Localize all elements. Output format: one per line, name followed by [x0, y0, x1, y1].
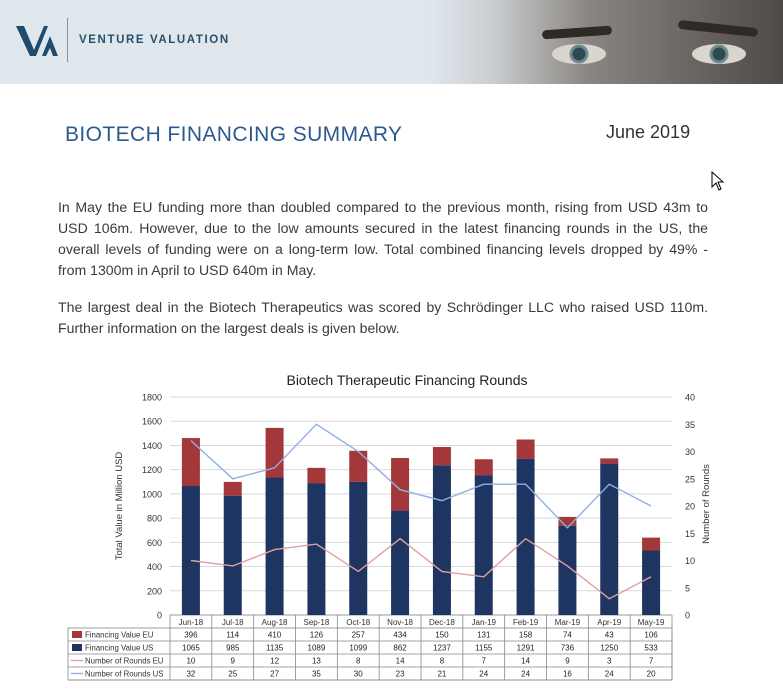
- x-tick-label: Sep-18: [303, 618, 330, 627]
- bar-us: [266, 478, 284, 615]
- data-label: 14: [395, 656, 405, 666]
- x-tick-label: Mar-19: [554, 618, 581, 627]
- data-label: 30: [353, 669, 363, 679]
- data-label: 1089: [307, 643, 326, 653]
- data-label: 43: [604, 630, 614, 640]
- chart-title: Biotech Therapeutic Financing Rounds: [286, 372, 528, 388]
- y2-axis-label: Number of Rounds: [701, 464, 712, 544]
- y-tick-label: 1000: [141, 489, 162, 500]
- bar-eu: [475, 459, 493, 475]
- x-tick-label: Nov-18: [387, 618, 413, 627]
- y-axis-label: Total Value in Million USD: [114, 451, 125, 561]
- data-label: 1099: [349, 643, 368, 653]
- y-tick-label: 800: [146, 513, 162, 524]
- bar-us: [433, 465, 451, 615]
- y-tick-label: 1200: [141, 465, 162, 476]
- data-label: 533: [644, 643, 658, 653]
- x-tick-label: Jun-18: [178, 618, 204, 627]
- data-label: 862: [393, 643, 407, 653]
- data-label: 114: [226, 630, 240, 640]
- legend-label: Financing Value US: [85, 643, 154, 653]
- data-label: 9: [230, 656, 235, 666]
- data-label: 736: [560, 643, 575, 653]
- x-tick-label: Jan-19: [471, 618, 496, 627]
- x-tick-label: May-19: [637, 618, 665, 627]
- y-tick-label: 400: [146, 562, 162, 573]
- data-label: 1237: [433, 643, 451, 653]
- bar-us: [182, 486, 200, 615]
- data-label: 24: [521, 669, 531, 679]
- logo-separator: [67, 18, 68, 62]
- y-tick-label: 1400: [141, 440, 162, 451]
- data-label: 12: [270, 656, 280, 666]
- data-label: 7: [481, 656, 486, 666]
- data-label: 74: [562, 630, 572, 640]
- eye-left: [552, 44, 606, 64]
- data-label: 24: [479, 669, 489, 679]
- bar-eu: [642, 538, 660, 551]
- bar-us: [642, 550, 660, 615]
- data-label: 410: [267, 630, 282, 640]
- y2-tick-label: 0: [685, 610, 691, 621]
- eye-right: [692, 44, 746, 64]
- y-tick-label: 1800: [141, 392, 162, 403]
- venture-valuation-logo: [14, 22, 58, 58]
- line-rounds-us: [191, 424, 651, 528]
- y2-tick-label: 15: [685, 528, 696, 539]
- bar-eu: [433, 447, 451, 465]
- bar-us: [475, 475, 493, 615]
- data-label: 9: [565, 656, 570, 666]
- bar-us: [224, 496, 242, 615]
- bar-us: [349, 482, 367, 615]
- y-tick-label: 200: [146, 586, 162, 597]
- report-title: BIOTECH FINANCING SUMMARY: [65, 123, 403, 146]
- legend-label: Financing Value EU: [85, 630, 154, 640]
- data-label: 1250: [600, 643, 619, 653]
- data-label: 25: [228, 669, 238, 679]
- y-tick-label: 0: [156, 610, 162, 621]
- y-tick-label: 600: [146, 537, 162, 548]
- bar-us: [307, 483, 325, 615]
- y2-tick-label: 40: [685, 392, 696, 403]
- data-label: 13: [311, 656, 321, 666]
- data-label: 8: [356, 656, 361, 666]
- x-tick-label: Feb-19: [512, 618, 539, 627]
- bar-us: [517, 459, 535, 615]
- x-tick-label: Aug-18: [261, 618, 288, 627]
- y2-tick-label: 30: [685, 447, 696, 457]
- data-label: 10: [186, 656, 196, 666]
- summary-paragraph-2: The largest deal in the Biotech Therapeutics was scored by Schrödinger LLC who raised USD 110m. Further information on the largest deals is given below.: [58, 299, 708, 336]
- header-photo: [430, 0, 783, 84]
- data-label: 434: [393, 630, 407, 640]
- bar-eu: [182, 438, 200, 486]
- data-label: 21: [437, 669, 447, 679]
- data-label: 3: [607, 656, 612, 666]
- y2-tick-label: 10: [685, 556, 696, 566]
- data-label: 150: [435, 630, 449, 640]
- data-label: 131: [477, 630, 491, 640]
- data-label: 32: [186, 669, 196, 679]
- report-date: June 2019: [606, 122, 691, 142]
- legend-swatch: [72, 631, 82, 638]
- data-label: 14: [521, 656, 531, 666]
- x-tick-label: Dec-18: [429, 618, 455, 627]
- bar-us: [391, 511, 409, 615]
- bar-eu: [224, 482, 242, 496]
- y2-tick-label: 25: [685, 474, 696, 485]
- bar-eu: [517, 440, 535, 459]
- eyebrow-left: [542, 26, 612, 40]
- data-label: 1155: [475, 643, 493, 653]
- y-tick-label: 1600: [141, 416, 162, 427]
- data-label: 106: [644, 630, 658, 640]
- y2-tick-label: 5: [685, 583, 691, 594]
- x-tick-label: Jul-18: [221, 618, 244, 627]
- data-label: 1291: [516, 643, 535, 653]
- data-label: 257: [351, 630, 365, 640]
- mouse-cursor-icon: [711, 171, 725, 191]
- y2-tick-label: 35: [685, 419, 696, 430]
- y2-tick-label: 20: [685, 501, 696, 512]
- data-label: 8: [439, 656, 445, 666]
- bar-eu: [307, 468, 325, 483]
- x-tick-label: Apr-19: [597, 618, 622, 627]
- data-label: 7: [648, 656, 654, 666]
- data-label: 396: [184, 630, 198, 640]
- bar-eu: [349, 451, 367, 482]
- x-tick-label: Oct-18: [346, 618, 371, 627]
- legend-swatch: [72, 644, 82, 651]
- data-label: 27: [270, 669, 280, 679]
- legend-label: Number of Rounds EU: [85, 656, 164, 666]
- eyebrow-right: [678, 20, 759, 37]
- data-label: 1065: [182, 643, 200, 653]
- summary-paragraph-1: In May the EU funding more than doubled compared to the previous month, rising from USD 43m to USD 106m. However, due to the low amounts secured in the latest financing rounds in the US, the overall levels of funding were on a long-term low. Total combined financing levels dropped by 49% - from 1300m in April to USD 640m in May.: [58, 199, 708, 278]
- financing-chart: [0, 360, 783, 693]
- data-label: 35: [311, 669, 321, 679]
- bar-eu: [600, 458, 618, 463]
- data-label: 23: [395, 669, 405, 679]
- header-banner: [0, 0, 783, 84]
- legend-label: Number of Rounds US: [85, 669, 164, 679]
- data-label: 126: [309, 630, 324, 640]
- bar-us: [600, 464, 618, 615]
- data-label: 985: [226, 643, 240, 653]
- data-label: 16: [562, 669, 572, 679]
- brand-name: VENTURE VALUATION: [79, 34, 230, 46]
- data-label: 158: [518, 630, 533, 640]
- line-rounds-eu: [191, 539, 651, 599]
- data-label: 1135: [265, 643, 284, 653]
- data-label: 24: [604, 669, 614, 679]
- data-label: 20: [646, 669, 656, 679]
